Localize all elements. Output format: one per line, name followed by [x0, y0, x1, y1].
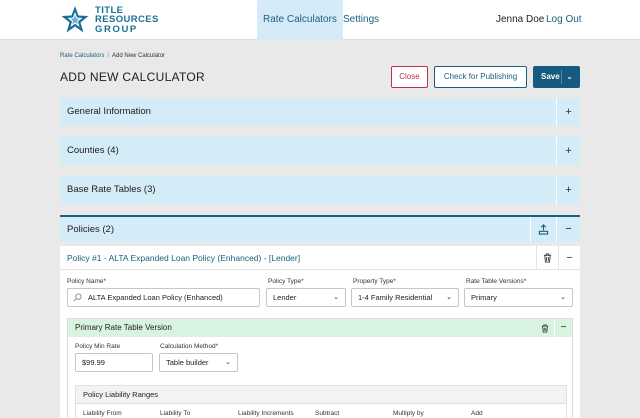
section-counties[interactable] [60, 137, 580, 165]
nav-rate-calculators[interactable]: Rate Calculators [257, 0, 343, 40]
brand-logo[interactable] [60, 4, 170, 36]
top-navigation-bar [0, 0, 640, 40]
column-header: Add [471, 410, 483, 417]
chevron-down-icon[interactable]: ⌄ [566, 72, 573, 81]
nav-settings[interactable]: Settings [343, 14, 380, 25]
brand-name-line-1: TITLE [95, 4, 124, 16]
brand-name-line-2: RESOURCES [95, 14, 159, 26]
chevron-down-icon: ⌄ [446, 294, 452, 301]
min-rate-value: $99.99 [82, 358, 105, 367]
policy-type-select[interactable] [266, 288, 346, 307]
policy-name-input[interactable] [67, 288, 260, 307]
section-policies[interactable] [60, 215, 580, 242]
breadcrumb-rate-calculators[interactable]: Rate Calculators [60, 53, 105, 59]
chevron-down-icon: ⌄ [560, 294, 566, 301]
calc-method-select[interactable] [159, 353, 238, 372]
rate-table-versions-label: Rate Table Versions* [466, 278, 527, 285]
section-title: Base Rate Tables (3) [67, 184, 156, 195]
property-type-value: 1-4 Family Residential [358, 293, 433, 302]
min-rate-label: Policy Min Rate [75, 343, 121, 350]
policy-name-label: Policy Name* [67, 278, 107, 285]
save-button-label: Save [541, 72, 560, 81]
collapse-policy-minus-icon[interactable]: − [558, 246, 580, 270]
brand-name [95, 6, 159, 35]
rate-table-version-header[interactable] [68, 319, 572, 337]
save-button-divider [561, 70, 562, 84]
star-logo-icon [60, 5, 90, 35]
ranges-title: Policy Liability Ranges [83, 390, 159, 399]
trash-icon [541, 324, 549, 333]
check-for-publishing-button[interactable]: Check for Publishing [434, 66, 527, 88]
section-title: General Information [67, 106, 151, 117]
column-header: Multiply by [393, 410, 424, 417]
policy-card [60, 246, 580, 418]
column-header: Liability To [160, 410, 191, 417]
delete-policy-trash-icon[interactable] [536, 246, 558, 270]
property-type-label: Property Type* [353, 278, 396, 285]
primary-rate-table-version [67, 318, 573, 418]
breadcrumb-separator: / [107, 53, 110, 59]
trash-icon [543, 253, 552, 263]
policy-name-value: ALTA Expanded Loan Policy (Enhanced) [88, 293, 223, 302]
collapse-minus-icon[interactable]: − [556, 217, 580, 242]
delete-version-trash-icon[interactable] [536, 319, 554, 337]
page-title: ADD NEW CALCULATOR [60, 70, 205, 84]
save-button[interactable] [533, 66, 580, 88]
close-button[interactable]: Close [391, 66, 428, 88]
upload-icon [538, 224, 549, 235]
expand-plus-icon[interactable]: + [556, 137, 580, 165]
brand-name-line-3: GROUP [95, 23, 138, 35]
section-general-information[interactable] [60, 98, 580, 126]
policy-type-label: Policy Type* [268, 278, 304, 285]
breadcrumb-current: Add New Calculator [112, 53, 166, 59]
section-title: Policies (2) [67, 224, 114, 235]
policy-liability-ranges [75, 385, 567, 418]
user-name: Jenna Doe [496, 14, 545, 25]
column-header: Liability From [83, 410, 122, 417]
chevron-down-icon: ⌄ [333, 294, 339, 301]
import-upload-icon[interactable] [530, 217, 556, 242]
min-rate-input[interactable] [75, 353, 153, 372]
rate-table-versions-value: Primary [471, 293, 497, 302]
policy-header[interactable] [60, 246, 580, 270]
ranges-table [76, 403, 566, 418]
calc-method-label: Calculation Method* [160, 343, 219, 350]
expand-plus-icon[interactable]: + [556, 176, 580, 204]
section-base-rate-tables[interactable] [60, 176, 580, 204]
column-header: Subtract [315, 410, 340, 417]
policy-type-value: Lender [273, 293, 297, 302]
calc-method-value: Table builder [166, 358, 209, 367]
breadcrumb [60, 53, 165, 59]
section-title: Counties (4) [67, 145, 119, 156]
expand-plus-icon[interactable]: + [556, 98, 580, 126]
policy-title: Policy #1 - ALTA Expanded Loan Policy (Enhanced) - [Lender] [67, 253, 301, 263]
rate-table-version-title: Primary Rate Table Version [75, 323, 172, 332]
collapse-version-minus-icon[interactable]: − [554, 319, 572, 337]
search-icon [73, 293, 82, 302]
chevron-down-icon: ⌄ [225, 359, 231, 366]
property-type-select[interactable] [351, 288, 459, 307]
column-header: Liability Increments [238, 410, 294, 417]
logout-link[interactable]: Log Out [546, 14, 582, 25]
rate-table-versions-select[interactable] [464, 288, 573, 307]
